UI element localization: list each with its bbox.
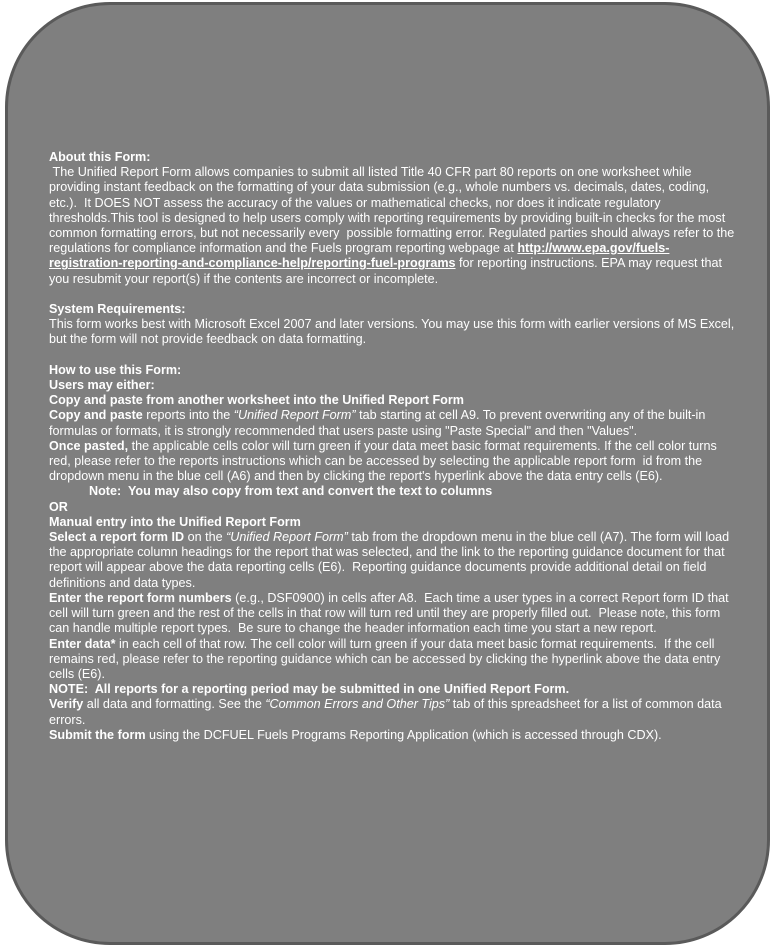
enter-report-form-numbers-paragraph: [49, 591, 737, 637]
text-run: tab of this spreadsheet for a list of common data errors.: [49, 697, 726, 727]
text-run: About this Form:: [49, 150, 151, 164]
text-run: Copy and paste: [49, 408, 143, 423]
blank-line: [49, 287, 737, 302]
or-line: [49, 500, 737, 515]
text-run: (e.g., DSF0900) in cells after A8. Each time a user types in a correct Report form ID that cell will turn green and the rest of the cells in that row will turn red until they are properly filled out. Please note, this form can handle multiple report types. Be sure to change the header information each time you start a new report.: [49, 590, 733, 636]
text-run: using the DCFUEL Fuels Programs Reporting Application (which is accessed through CDX).: [145, 727, 662, 742]
note-all-reports-line: [49, 682, 737, 697]
verify-paragraph: [49, 697, 737, 727]
note-copy-from-text-line: [49, 484, 737, 499]
text-run: Once pasted,: [49, 438, 129, 453]
text-run: the applicable cells color will turn green if your data meet basic format requirements. If the cell color turns red, please refer to the reports instructions which can be accessed by selecting the applicable report form id from the dropdown menu in the blue cell (A6) and then by clicking the report's hyperlink above the data entry cells (E6).: [49, 438, 721, 484]
about-this-form-heading: [49, 150, 737, 165]
text-run: Submit the form: [49, 727, 146, 742]
text-run: Manual entry into the Unified Report Form: [49, 514, 301, 529]
text-run: How to use this Form:: [49, 362, 182, 377]
text-run: OR: [49, 499, 68, 514]
text-run: Select a report form ID: [49, 530, 185, 545]
instructions-text-block: [49, 150, 737, 743]
text-run: in each cell of that row. The cell color will turn green if your data meet basic format requirements. If the cell remains red, please refer to the reporting guidance which can be accessed by clicking the hyperlink above the data entry cells (E6).: [49, 636, 724, 681]
rounded-rectangle-shape: [5, 2, 770, 945]
text-run: Copy and paste from another worksheet into the Unified Report Form: [49, 393, 464, 408]
copy-paste-option-heading: [49, 393, 737, 408]
text-run: “Unified Report Form”: [226, 530, 348, 545]
how-to-use-heading: [49, 363, 737, 378]
system-requirements-paragraph: [49, 317, 737, 347]
text-run: This form works best with Microsoft Excel 2007 and later versions. You may use this form with earlier versions of MS Excel, but the form will not provide feedback on data formatting.: [49, 317, 738, 347]
text-run: The Unified Report Form allows companies to submit all listed Title 40 CFR part 80 reports on one worksheet while providing instant feedback on the formatting of your data submission (e.g., whole numbers vs. decimals, dates, coding, etc.). It DOES NOT assess the accuracy of the values or mathematical checks, nor does it indicate regulatory thresholds.This tool is designed to help users comply with reporting requirements by providing built-in checks for the most common formatting errors, but not necessarily every possible formatting error. Regulated parties should always refer to the regulations for compliance information and the Fuels program reporting webpage at: [49, 165, 738, 256]
text-run: for reporting instructions. EPA may request that you resubmit your report(s) if the contents are incorrect or incomplete.: [49, 256, 726, 286]
text-run: Enter the report form numbers: [49, 590, 232, 605]
text-run: “Common Errors and Other Tips”: [265, 697, 450, 712]
reporting-webpage-link[interactable]: http://www.epa.gov/fuels-registration-reporting-and-compliance-help/reporting-fuel-programs: [49, 241, 670, 271]
copy-paste-paragraph: [49, 408, 737, 438]
select-report-form-id-paragraph: [49, 530, 737, 591]
about-this-form-paragraph: [49, 165, 737, 287]
text-run: tab from the dropdown menu in the blue cell (A7). The form will load the appropriate column headings for the report that was selected, and the link to the reporting guidance document for that report will appear above the data reporting cells (E6). Reporting guidance documents provide additional detail on field definitions and data types.: [49, 530, 733, 590]
text-run: reports into the: [142, 408, 234, 423]
submit-form-paragraph: [49, 728, 737, 743]
text-run: Users may either:: [49, 378, 155, 393]
enter-data-paragraph: [49, 637, 737, 683]
text-run: tab starting at cell A9. To prevent overwriting any of the built-in formulas or formats, it is strongly recommended that users paste using "Paste Special" and then "Values".: [49, 408, 709, 438]
text-run: Verify: [49, 697, 84, 712]
manual-entry-option-heading: [49, 515, 737, 530]
text-run: System Requirements:: [49, 302, 186, 317]
users-may-either-line: [49, 378, 737, 393]
text-run: Enter data*: [49, 636, 116, 651]
text-run: “Unified Report Form”: [233, 408, 356, 423]
system-requirements-heading: [49, 302, 737, 317]
text-run: all data and formatting. See the: [83, 697, 266, 712]
text-run: NOTE: All reports for a reporting period may be submitted in one Unified Report Form.: [49, 682, 570, 697]
once-pasted-paragraph: [49, 439, 737, 485]
text-run: Note: You may also copy from text and convert the text to columns: [89, 484, 493, 499]
blank-line: [49, 348, 737, 363]
text-run: on the: [184, 530, 227, 545]
